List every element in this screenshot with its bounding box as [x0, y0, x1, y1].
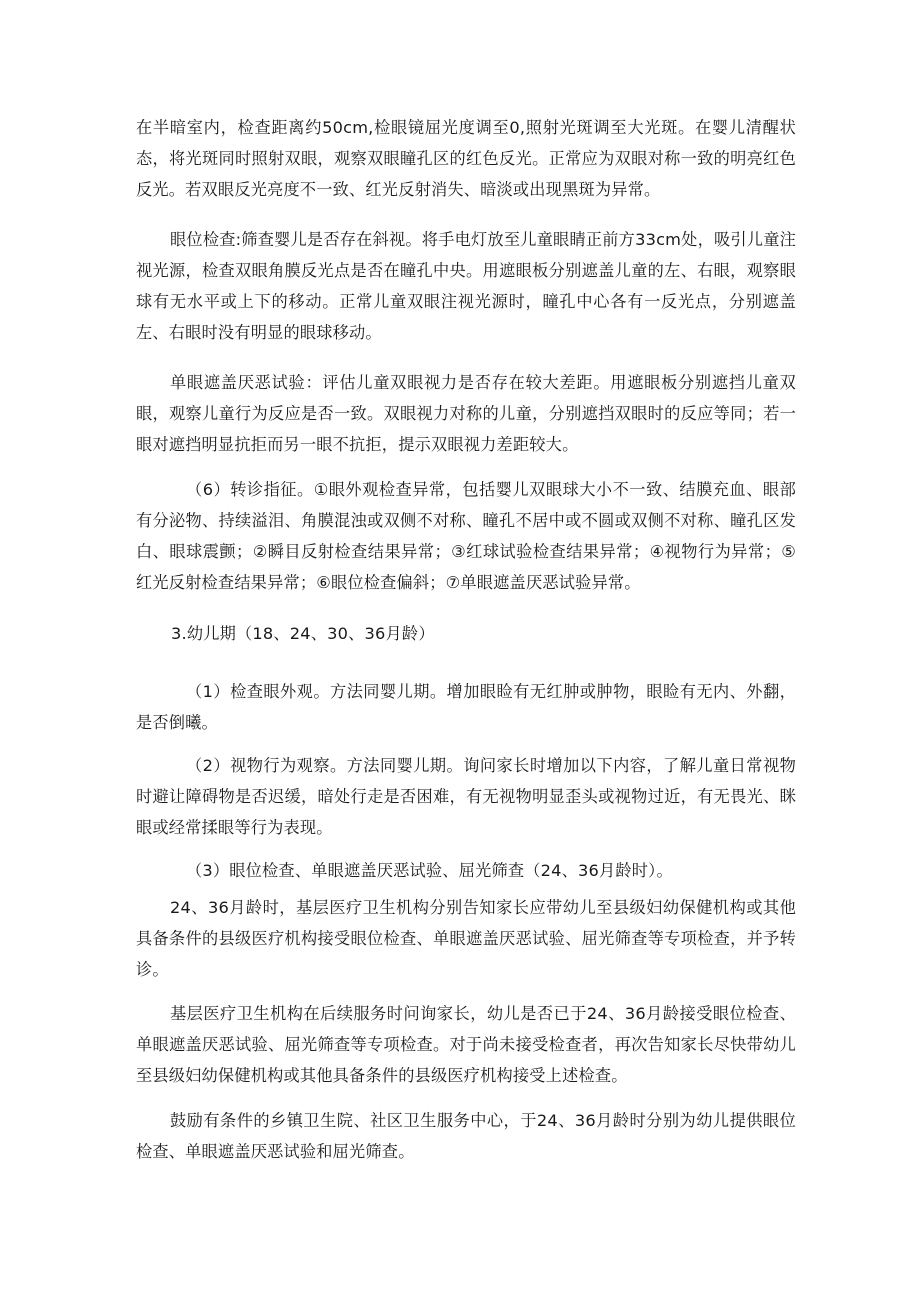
paragraph-referral-criteria: （6）转诊指征。①眼外观检查异常，包括婴儿双眼球大小不一致、结膜充血、眼部有分泌物、持续溢泪、角膜混浊或双侧不对称、瞳孔不居中或不圆或双侧不对称、瞳孔区发白、眼球震颤；②瞬目反射检查结果异常；③红球试验检查结果异常；④视物行为异常；⑤红光反射检查结果异常；⑥眼位检查偏斜；⑦单眼遮盖厌恶试验异常。: [136, 480, 796, 592]
paragraph-screening-items: （3）眼位检查、单眼遮盖厌恶试验、屈光筛查（24、36月龄时）。: [186, 861, 673, 880]
paragraph-referral-notice: 24、36月龄时，基层医疗卫生机构分别告知家长应带幼儿至县级妇幼保健机构或其他具备条件的县级医疗机构接受眼位检查、单眼遮盖厌恶试验、屈光筛查等专项检查，并予转诊。: [136, 898, 796, 979]
paragraph-external-eye-exam: （1）检查眼外观。方法同婴儿期。增加眼睑有无红肿或肿物，眼睑有无内、外翻，是否倒曦。: [136, 682, 796, 732]
paragraph-encouragement: 鼓励有条件的乡镇卫生院、社区卫生服务中心，于24、36月龄时分别为幼儿提供眼位检查、单眼遮盖厌恶试验和屈光筛查。: [136, 1111, 796, 1161]
paragraph-visual-behavior: （2）视物行为观察。方法同婴儿期。询问家长时增加以下内容，了解儿童日常视物时避让障碍物是否迟缓，暗处行走是否困难，有无视物明显歪头或视物过近，有无畏光、眯眼或经常揉眼等行为表现。: [136, 756, 796, 837]
section-heading-toddler: 3.幼儿期（18、24、30、36月龄）: [171, 624, 435, 643]
paragraph-eye-position-check: 眼位检查:筛查婴儿是否存在斜视。将手电灯放至儿童眼睛正前方33cm处，吸引儿童注视光源，检查双眼角膜反光点是否在瞳孔中央。用遮眼板分别遮盖儿童的左、右眼，观察眼球有无水平或上下的移动。正常儿童双眼注视光源时，瞳孔中心各有一反光点，分别遮盖左、右眼时没有明显的眼球移动。: [136, 230, 796, 342]
paragraph-red-reflex-method: 在半暗室内，检查距离约50cm,检眼镜屈光度调至0,照射光斑调至大光斑。在婴儿清醒状态，将光斑同时照射双眼，观察双眼瞳孔区的红色反光。正常应为双眼对称一致的明亮红色反光。若双眼反光亮度不一致、红光反射消失、暗淡或出现黑斑为异常。: [136, 118, 796, 199]
paragraph-follow-up: 基层医疗卫生机构在后续服务时问询家长，幼儿是否已于24、36月龄接受眼位检查、单眼遮盖厌恶试验、屈光筛查等专项检查。对于尚未接受检查者，再次告知家长尽快带幼儿至县级妇幼保健机构或其他具备条件的县级医疗机构接受上述检查。: [136, 1004, 796, 1085]
paragraph-cover-aversion-test: 单眼遮盖厌恶试验：评估儿童双眼视力是否存在较大差距。用遮眼板分别遮挡儿童双眼，观察儿童行为反应是否一致。双眼视力对称的儿童，分别遮挡双眼时的反应等同；若一眼对遮挡明显抗拒而另一眼不抗拒，提示双眼视力差距较大。: [136, 373, 796, 454]
